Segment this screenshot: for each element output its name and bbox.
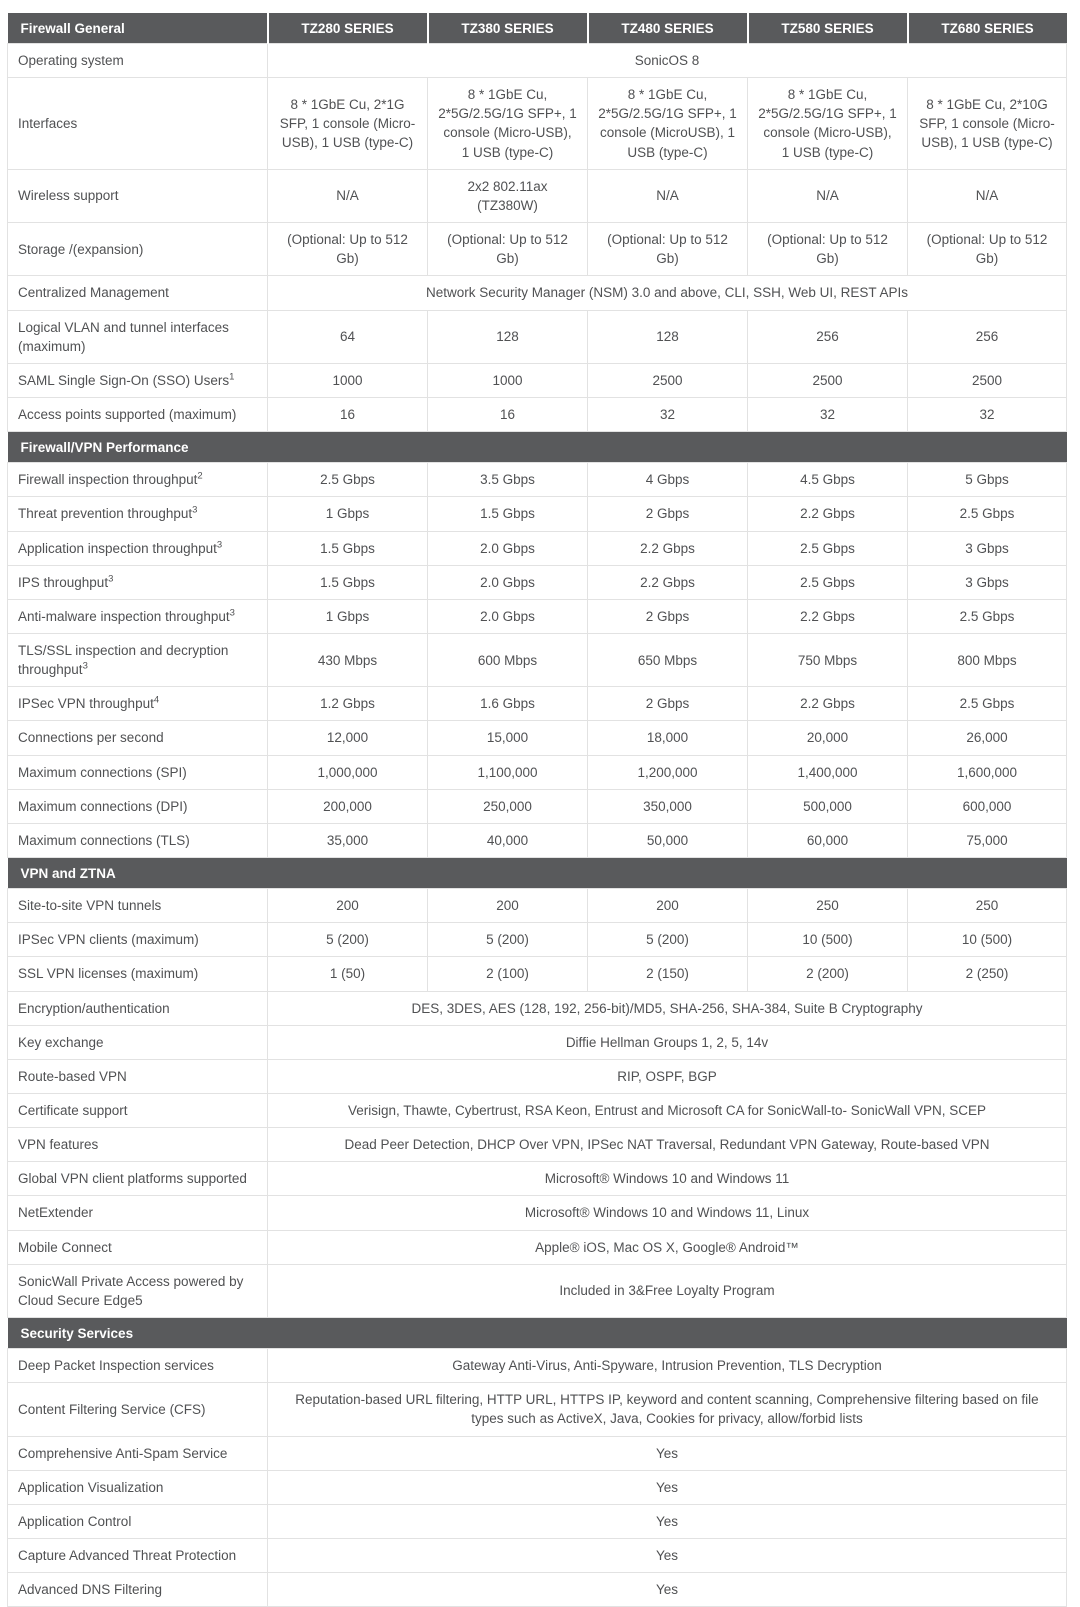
cell-value: 1 (50) [268, 957, 428, 991]
row-label-text: Application Visualization [18, 1479, 164, 1495]
cell-value: 1.5 Gbps [428, 497, 588, 531]
cell-value: 2.2 Gbps [748, 687, 908, 721]
row-label [8, 789, 268, 823]
row-label [8, 1436, 268, 1470]
cell-value: 10 (500) [748, 923, 908, 957]
cell-value: 1,000,000 [268, 755, 428, 789]
cell-value: 1,400,000 [748, 755, 908, 789]
cell-value: 200,000 [268, 789, 428, 823]
table-row [8, 310, 1067, 363]
row-label-text: Maximum connections (SPI) [18, 764, 187, 780]
cell-value: 2 Gbps [588, 497, 748, 531]
cell-value: 1,100,000 [428, 755, 588, 789]
cell-value: 2.2 Gbps [588, 531, 748, 565]
cell-value: 250 [908, 889, 1067, 923]
spanning-value: Included in 3&Free Loyalty Program [268, 1264, 1067, 1317]
spanning-value: Dead Peer Detection, DHCP Over VPN, IPSec NAT Traversal, Redundant VPN Gateway, Route-based VPN [268, 1128, 1067, 1162]
row-label [8, 1470, 268, 1504]
row-label-text: IPSec VPN throughput [18, 696, 154, 712]
spanning-value: Microsoft® Windows 10 and Windows 11, Linux [268, 1196, 1067, 1230]
spanning-value: Yes [268, 1470, 1067, 1504]
row-label [8, 310, 268, 363]
cell-value: 1 Gbps [268, 497, 428, 531]
section-header: VPN and ZTNA [8, 858, 1067, 889]
cell-value: 1,600,000 [908, 755, 1067, 789]
cell-value: 32 [748, 398, 908, 432]
row-label [8, 889, 268, 923]
cell-value: 18,000 [588, 721, 748, 755]
cell-value: 2500 [908, 363, 1067, 397]
cell-value: 5 (200) [588, 923, 748, 957]
cell-value: 600 Mbps [428, 633, 588, 686]
section-header-row [8, 1318, 1067, 1349]
table-header-row [8, 13, 1067, 44]
cell-value: 64 [268, 310, 428, 363]
column-header-tz380: TZ380 SERIES [428, 13, 588, 44]
table-row [8, 565, 1067, 599]
table-row [8, 1025, 1067, 1059]
column-header-tz680: TZ680 SERIES [908, 13, 1067, 44]
row-label [8, 1059, 268, 1093]
cell-value: 250 [748, 889, 908, 923]
column-header-tz280: TZ280 SERIES [268, 13, 428, 44]
row-label [8, 991, 268, 1025]
cell-value: 1 Gbps [268, 599, 428, 633]
row-label-text: SonicWall Private Access powered by Cloud Secure Edge5 [18, 1273, 244, 1308]
row-label [8, 1383, 268, 1436]
section-header-row [8, 858, 1067, 889]
row-label-text: Capture Advanced Threat Protection [18, 1548, 237, 1564]
row-label [8, 169, 268, 222]
table-row [8, 1059, 1067, 1093]
cell-value: (Optional: Up to 512 Gb) [908, 223, 1067, 276]
row-label-text: Maximum connections (DPI) [18, 798, 188, 814]
row-label-text: Content Filtering Service (CFS) [18, 1401, 206, 1417]
table-title: Firewall General [8, 13, 268, 44]
row-label-text: Centralized Management [18, 285, 169, 301]
cell-value: 2500 [588, 363, 748, 397]
footnote-superscript: 3 [229, 607, 235, 619]
row-label-text: Global VPN client platforms supported [18, 1171, 247, 1187]
spanning-value: Yes [268, 1539, 1067, 1573]
cell-value: 8 * 1GbE Cu, 2*5G/2.5G/1G SFP+, 1 console (Micro-USB), 1 USB (type-C) [428, 78, 588, 170]
row-label-text: Application Control [18, 1513, 132, 1529]
cell-value: 3 Gbps [908, 565, 1067, 599]
cell-value: 1,200,000 [588, 755, 748, 789]
cell-value: 2 Gbps [588, 599, 748, 633]
cell-value: 2.5 Gbps [748, 565, 908, 599]
footnote-superscript: 3 [108, 573, 114, 585]
spanning-value: Gateway Anti-Virus, Anti-Spyware, Intrusion Prevention, TLS Decryption [268, 1349, 1067, 1383]
row-label-text: TLS/SSL inspection and decryption throughput [18, 642, 229, 678]
spanning-value: Yes [268, 1573, 1067, 1607]
row-label [8, 721, 268, 755]
row-label [8, 463, 268, 497]
row-label [8, 276, 268, 310]
cell-value: 2500 [748, 363, 908, 397]
spanning-value: DES, 3DES, AES (128, 192, 256-bit)/MD5, SHA-256, SHA-384, Suite B Cryptography [268, 991, 1067, 1025]
table-row [8, 789, 1067, 823]
cell-value: 800 Mbps [908, 633, 1067, 686]
row-label-text: IPSec VPN clients (maximum) [18, 932, 199, 948]
cell-value: 1.5 Gbps [268, 565, 428, 599]
table-row [8, 276, 1067, 310]
row-label [8, 497, 268, 531]
cell-value: 16 [428, 398, 588, 432]
row-label [8, 1264, 268, 1317]
cell-value: 2.5 Gbps [908, 497, 1067, 531]
row-label [8, 923, 268, 957]
table-row [8, 497, 1067, 531]
cell-value: 1000 [268, 363, 428, 397]
row-label [8, 78, 268, 170]
cell-value: 600,000 [908, 789, 1067, 823]
cell-value: N/A [908, 169, 1067, 222]
table-row [8, 1436, 1067, 1470]
cell-value: 200 [268, 889, 428, 923]
cell-value: 250,000 [428, 789, 588, 823]
table-row [8, 991, 1067, 1025]
row-label [8, 398, 268, 432]
row-label [8, 1573, 268, 1607]
cell-value: N/A [588, 169, 748, 222]
spanning-value: Verisign, Thawte, Cybertrust, RSA Keon, Entrust and Microsoft CA for SonicWall-to- SonicWall VPN, SCEP [268, 1094, 1067, 1128]
row-label [8, 599, 268, 633]
row-label-text: Application inspection throughput [18, 540, 217, 556]
row-label-text: Anti-malware inspection throughput [18, 608, 230, 624]
cell-value: 8 * 1GbE Cu, 2*5G/2.5G/1G SFP+, 1 console (Micro-USB), 1 USB (type-C) [748, 78, 908, 170]
cell-value: 8 * 1GbE Cu, 2*1G SFP, 1 console (Micro-USB), 1 USB (type-C) [268, 78, 428, 170]
spanning-value: Yes [268, 1504, 1067, 1538]
row-label [8, 44, 268, 78]
cell-value: 3 Gbps [908, 531, 1067, 565]
spec-comparison-table [7, 13, 1067, 1607]
cell-value: 350,000 [588, 789, 748, 823]
table-row [8, 755, 1067, 789]
cell-value: 2.2 Gbps [748, 497, 908, 531]
cell-value: 60,000 [748, 823, 908, 857]
section-header: Security Services [8, 1318, 1067, 1349]
footnote-superscript: 4 [153, 694, 160, 706]
cell-value: 200 [428, 889, 588, 923]
cell-value: (Optional: Up to 512 Gb) [428, 223, 588, 276]
table-row [8, 1470, 1067, 1504]
spanning-value: SonicOS 8 [268, 44, 1067, 78]
row-label-text: SAML Single Sign-On (SSO) Users [18, 372, 230, 388]
table-row [8, 1504, 1067, 1538]
cell-value: 2.5 Gbps [268, 463, 428, 497]
table-row [8, 599, 1067, 633]
row-label [8, 1196, 268, 1230]
row-label [8, 1025, 268, 1059]
column-header-tz580: TZ580 SERIES [748, 13, 908, 44]
table-row [8, 957, 1067, 991]
table-row [8, 1539, 1067, 1573]
row-label [8, 633, 268, 686]
cell-value: 1000 [428, 363, 588, 397]
row-label [8, 531, 268, 565]
spanning-value: Network Security Manager (NSM) 3.0 and above, CLI, SSH, Web UI, REST APIs [268, 276, 1067, 310]
row-label [8, 1349, 268, 1383]
cell-value: 5 (200) [268, 923, 428, 957]
table-row [8, 1264, 1067, 1317]
cell-value: 1.6 Gbps [428, 687, 588, 721]
cell-value: 2.0 Gbps [428, 599, 588, 633]
cell-value: 2 (250) [908, 957, 1067, 991]
row-label [8, 1128, 268, 1162]
table-row [8, 78, 1067, 170]
row-label-text: Operating system [18, 53, 124, 68]
cell-value: 10 (500) [908, 923, 1067, 957]
row-label [8, 1539, 268, 1573]
table-row [8, 1383, 1067, 1436]
cell-value: 8 * 1GbE Cu, 2*10G SFP, 1 console (Micro-USB), 1 USB (type-C) [908, 78, 1067, 170]
footnote-superscript: 3 [82, 660, 88, 672]
row-label-text: NetExtender [18, 1205, 94, 1221]
cell-value: 35,000 [268, 823, 428, 857]
cell-value: 2x2 802.11ax (TZ380W) [428, 169, 588, 222]
row-label [8, 1504, 268, 1538]
row-label-text: Deep Packet Inspection services [18, 1358, 214, 1374]
row-label-text: Threat prevention throughput [18, 506, 193, 522]
cell-value: 750 Mbps [748, 633, 908, 686]
cell-value: (Optional: Up to 512 Gb) [588, 223, 748, 276]
row-label [8, 1230, 268, 1264]
spanning-value: Microsoft® Windows 10 and Windows 11 [268, 1162, 1067, 1196]
column-header-tz480: TZ480 SERIES [588, 13, 748, 44]
spanning-value: RIP, OSPF, BGP [268, 1059, 1067, 1093]
cell-value: 256 [748, 310, 908, 363]
cell-value: 2 Gbps [588, 687, 748, 721]
row-label-text: Access points supported (maximum) [18, 407, 237, 423]
cell-value: 650 Mbps [588, 633, 748, 686]
spanning-value: Reputation-based URL filtering, HTTP URL, HTTPS IP, keyword and content scanning, Comprehensive filtering based on file types such as ActiveX, Java, Cookies for privacy, allow/forbid lists [268, 1383, 1067, 1436]
row-label [8, 823, 268, 857]
row-label-text: Wireless support [18, 188, 119, 204]
cell-value: 128 [428, 310, 588, 363]
cell-value: 2.5 Gbps [908, 687, 1067, 721]
row-label-text: Advanced DNS Filtering [18, 1582, 163, 1598]
table-row [8, 363, 1067, 397]
cell-value: 1.5 Gbps [268, 531, 428, 565]
cell-value: 15,000 [428, 721, 588, 755]
row-label-text: Comprehensive Anti-Spam Service [18, 1445, 228, 1461]
cell-value: (Optional: Up to 512 Gb) [748, 223, 908, 276]
cell-value: 5 Gbps [908, 463, 1067, 497]
footnote-superscript: 3 [216, 539, 223, 550]
table-row [8, 169, 1067, 222]
table-row [8, 1196, 1067, 1230]
table-row [8, 44, 1067, 78]
row-label-text: Certificate support [18, 1103, 128, 1118]
row-label [8, 223, 268, 276]
cell-value: 2 (150) [588, 957, 748, 991]
row-label-text: IPS throughput [18, 574, 109, 590]
spanning-value: Apple® iOS, Mac OS X, Google® Android™ [268, 1230, 1067, 1264]
spanning-value: Diffie Hellman Groups 1, 2, 5, 14v [268, 1025, 1067, 1059]
cell-value: 8 * 1GbE Cu, 2*5G/2.5G/1G SFP+, 1 console (MicroUSB), 1 USB (type-C) [588, 78, 748, 170]
cell-value: 2.2 Gbps [588, 565, 748, 599]
row-label-text: Interfaces [18, 115, 78, 131]
row-label [8, 363, 268, 397]
table-row [8, 1349, 1067, 1383]
footnote-superscript: 3 [192, 504, 198, 516]
cell-value: 2 (100) [428, 957, 588, 991]
row-label-text: Maximum connections (TLS) [18, 832, 190, 848]
cell-value: 128 [588, 310, 748, 363]
table-row [8, 398, 1067, 432]
table-row [8, 889, 1067, 923]
table-row [8, 223, 1067, 276]
cell-value: 3.5 Gbps [428, 463, 588, 497]
cell-value: 40,000 [428, 823, 588, 857]
cell-value: 1.2 Gbps [268, 687, 428, 721]
row-label-text: Firewall inspection throughput [18, 472, 198, 488]
table-row [8, 1573, 1067, 1607]
cell-value: 16 [268, 398, 428, 432]
table-row [8, 1230, 1067, 1264]
cell-value: 4.5 Gbps [748, 463, 908, 497]
cell-value: 12,000 [268, 721, 428, 755]
table-row [8, 1094, 1067, 1128]
table-row [8, 1162, 1067, 1196]
row-label [8, 1162, 268, 1196]
table-row [8, 823, 1067, 857]
cell-value: 2.0 Gbps [428, 531, 588, 565]
spanning-value: Yes [268, 1436, 1067, 1470]
cell-value: 20,000 [748, 721, 908, 755]
table-row [8, 687, 1067, 721]
row-label-text: SSL VPN licenses (maximum) [18, 966, 199, 982]
table-row [8, 463, 1067, 497]
cell-value: 256 [908, 310, 1067, 363]
cell-value: 26,000 [908, 721, 1067, 755]
cell-value: 2 (200) [748, 957, 908, 991]
row-label-text: Storage /(expansion) [18, 241, 144, 257]
row-label [8, 755, 268, 789]
row-label-text: Route-based VPN [18, 1068, 127, 1084]
row-label-text: Key exchange [18, 1034, 104, 1050]
footnote-superscript: 2 [197, 470, 203, 482]
cell-value: 500,000 [748, 789, 908, 823]
row-label-text: Logical VLAN and tunnel interfaces (maximum) [18, 319, 229, 354]
table-row [8, 531, 1067, 565]
row-label [8, 565, 268, 599]
row-label-text: Connections per second [18, 730, 164, 746]
cell-value: 200 [588, 889, 748, 923]
cell-value: N/A [268, 169, 428, 222]
cell-value: 430 Mbps [268, 633, 428, 686]
footnote-superscript: 1 [229, 371, 235, 383]
table-row [8, 721, 1067, 755]
cell-value: 2.0 Gbps [428, 565, 588, 599]
table-row [8, 923, 1067, 957]
row-label-text: Site-to-site VPN tunnels [18, 898, 162, 914]
section-header-row [8, 432, 1067, 463]
cell-value: 2.5 Gbps [748, 531, 908, 565]
cell-value: 32 [588, 398, 748, 432]
cell-value: (Optional: Up to 512 Gb) [268, 223, 428, 276]
cell-value: 4 Gbps [588, 463, 748, 497]
cell-value: 32 [908, 398, 1067, 432]
row-label-text: Mobile Connect [18, 1239, 112, 1255]
cell-value: 2.5 Gbps [908, 599, 1067, 633]
table-row [8, 633, 1067, 686]
row-label-text: VPN features [18, 1137, 99, 1153]
table-row [8, 1128, 1067, 1162]
row-label [8, 1094, 268, 1128]
section-header: Firewall/VPN Performance [8, 432, 1067, 463]
row-label-text: Encryption/authentication [18, 1000, 170, 1016]
cell-value: 2.2 Gbps [748, 599, 908, 633]
cell-value: 75,000 [908, 823, 1067, 857]
cell-value: N/A [748, 169, 908, 222]
row-label [8, 957, 268, 991]
row-label [8, 687, 268, 721]
cell-value: 50,000 [588, 823, 748, 857]
cell-value: 5 (200) [428, 923, 588, 957]
